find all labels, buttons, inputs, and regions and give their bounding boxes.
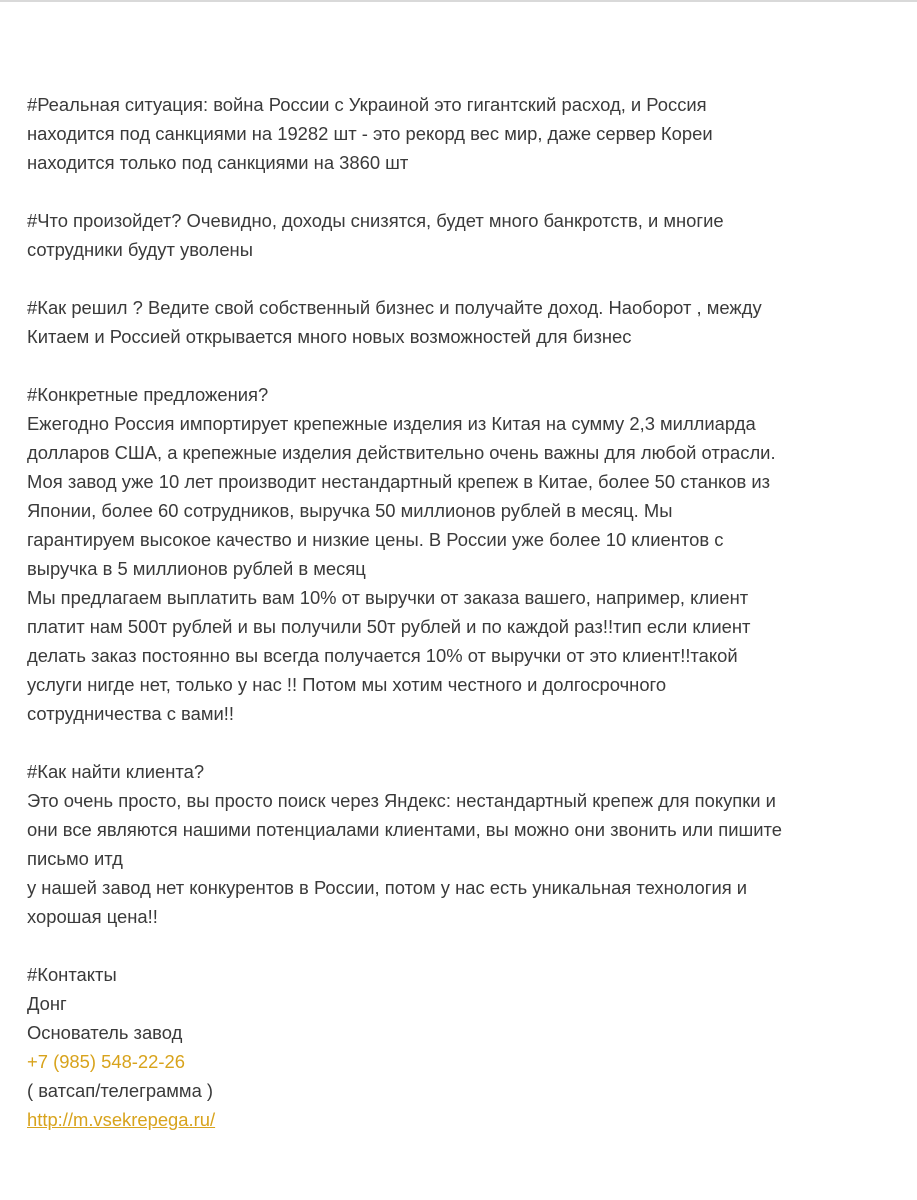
- contact-name: Донг: [27, 993, 67, 1014]
- document-body: [27, 90, 897, 1163]
- text-line: #Реальная ситуация: война России с Украиной это гигантский расход, и Россия: [27, 94, 707, 115]
- text-line: гарантируем высокое качество и низкие цены. В России уже более 10 клиентов с: [27, 529, 724, 550]
- text-line: услуги нигде нет, только у нас !! Потом мы хотим честного и долгосрочного: [27, 674, 667, 695]
- text-line: у нашей завод нет конкурентов в России, потом у нас есть уникальная технология и: [27, 877, 748, 898]
- text-line: #Как решил ? Ведите свой собственный бизнес и получайте доход. Наоборот , между: [27, 297, 762, 318]
- text-line: находится под санкциями на 19282 шт - это рекорд вес мир, даже сервер Кореи: [27, 123, 713, 144]
- text-line: делать заказ постоянно вы всегда получается 10% от выручки от это клиент!!такой: [27, 645, 738, 666]
- paragraph-find-client: [27, 757, 897, 931]
- text-line: находится только под санкциями на 3860 шт: [27, 152, 409, 173]
- paragraph-situation: [27, 90, 897, 177]
- text-line: сотрудничества с вами!!: [27, 703, 234, 724]
- contact-role: Основатель завод: [27, 1022, 183, 1043]
- paragraph-what-happens: [27, 206, 897, 264]
- phone-link[interactable]: +7 (985) 548-22-26: [27, 1051, 185, 1072]
- text-line: они все являются нашими потенциалами клиентами, вы можно они звонить или пишите: [27, 819, 782, 840]
- text-line: платит нам 500т рублей и вы получили 50т рублей и по каждой раз!!тип если клиент: [27, 616, 751, 637]
- text-line: #Как найти клиента?: [27, 761, 205, 782]
- text-line: Это очень просто, вы просто поиск через Яндекс: нестандартный крепеж для покупки и: [27, 790, 776, 811]
- paragraph-offers: [27, 380, 897, 728]
- messenger-note: ( ватсап/телеграмма ): [27, 1080, 214, 1101]
- website-link[interactable]: http://m.vsekrepega.ru/: [27, 1109, 216, 1130]
- text-line: Мы предлагаем выплатить вам 10% от выручки от заказа вашего, например, клиент: [27, 587, 749, 608]
- top-divider: [0, 0, 917, 2]
- text-line: Ежегодно Россия импортирует крепежные изделия из Китая на сумму 2,3 миллиарда: [27, 413, 756, 434]
- text-line: выручка в 5 миллионов рублей в месяц: [27, 558, 366, 579]
- text-line: хорошая цена!!: [27, 906, 158, 927]
- text-line: долларов США, а крепежные изделия действительно очень важны для любой отрасли.: [27, 442, 776, 463]
- text-line: сотрудники будут уволены: [27, 239, 253, 260]
- text-line: #Конкретные предложения?: [27, 384, 269, 405]
- contacts-heading: #Контакты: [27, 964, 117, 985]
- text-line: Китаем и Россией открывается много новых возможностей для бизнес: [27, 326, 632, 347]
- text-line: #Что произойдет? Очевидно, доходы снизятся, будет много банкротств, и многие: [27, 210, 724, 231]
- text-line: Моя завод уже 10 лет производит нестандартный крепеж в Китае, более 50 станков из: [27, 471, 771, 492]
- paragraph-solution: [27, 293, 897, 351]
- text-line: Японии, более 60 сотрудников, выручка 50 миллионов рублей в месяц. Мы: [27, 500, 673, 521]
- text-line: письмо итд: [27, 848, 123, 869]
- contacts-block: [27, 960, 897, 1134]
